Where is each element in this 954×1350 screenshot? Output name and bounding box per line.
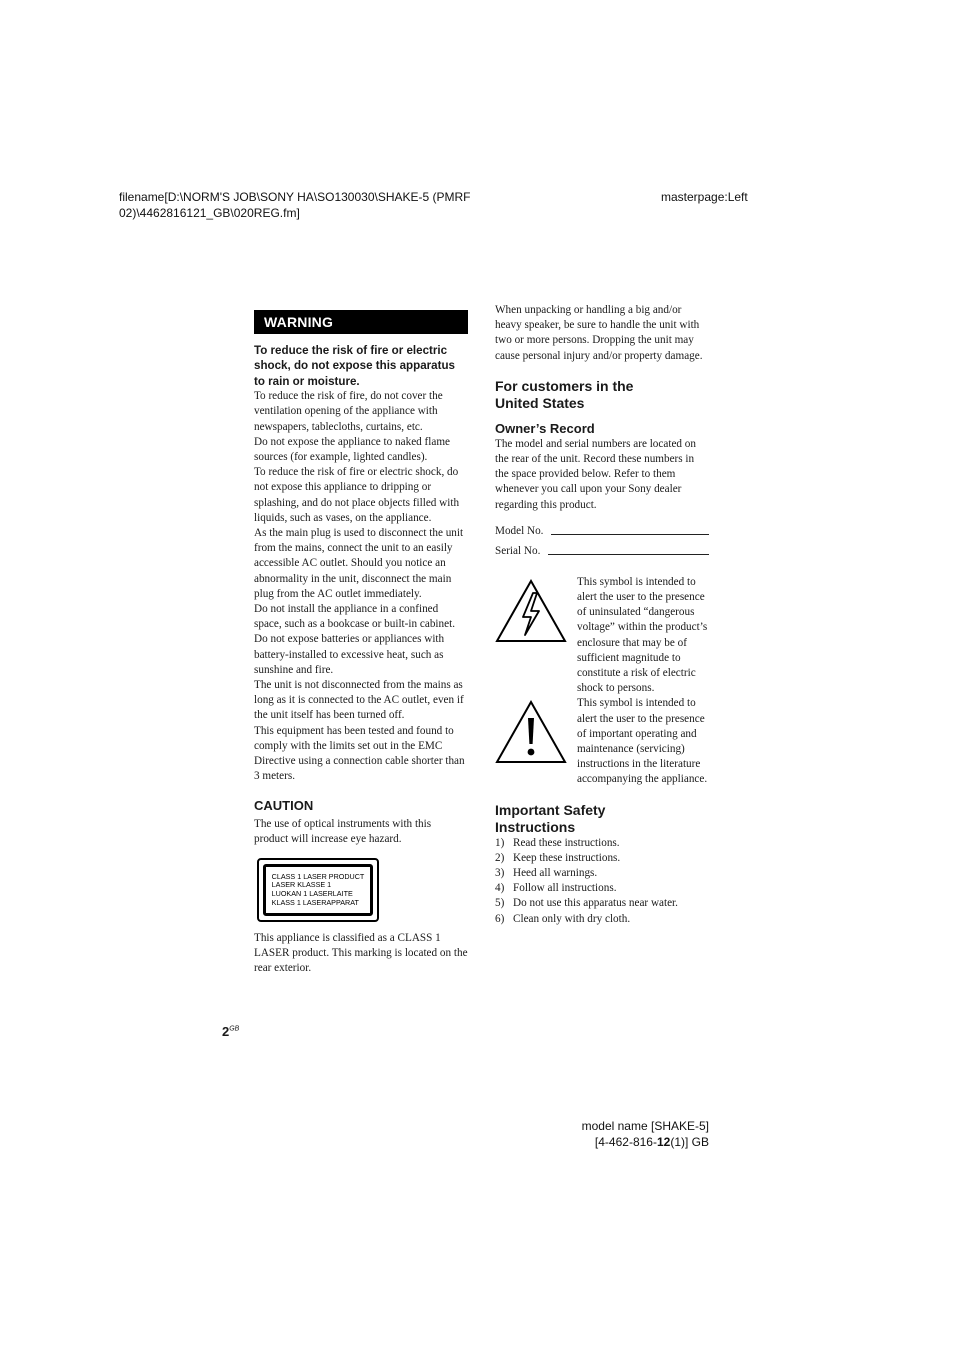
- page-number: $2^{GB}$: [222, 1024, 240, 1039]
- footer-model: [520, 1118, 709, 1150]
- page-number-suffix: GB: [229, 1025, 240, 1033]
- warning-paragraph: Do not expose the appliance to naked flame sources (for example, lighted candles).: [254, 435, 451, 464]
- header-filename: [119, 189, 471, 221]
- laser-class-text: This appliance is classified as a CLASS 1 LASER product. This marking is located on the rear exterior.: [254, 931, 468, 975]
- warning-paragraph: To reduce the risk of fire, do not cover the ventilation opening of the appliance with newspapers, tablecloths, curtains, etc.: [254, 390, 443, 433]
- serial-number-line: [548, 554, 709, 555]
- exclamation-symbol-text: This symbol is intended to alert the user to the presence of important operating and maintenance (servicing) instructions in the literature accompanying the appliance.: [577, 697, 708, 786]
- warning-heading: WARNING: [254, 310, 468, 334]
- model-number-field[interactable]: [495, 519, 709, 539]
- warning-lead: To reduce the risk of fire or electric shock, do not expose this apparatus to rain or moisture.: [254, 344, 455, 388]
- filename-line-1: filename[D:\NORM'S JOB\SONY HA\SO130030\SHAKE-5 (PMRF: [119, 190, 471, 204]
- laser-label-line: LASER KLASSE 1: [271, 880, 332, 890]
- list-item: 4) Follow all instructions.: [495, 882, 617, 895]
- filename-line-2: 02)\4462816121_GB\020REG.fm]: [119, 206, 300, 220]
- safety-list: [495, 836, 709, 927]
- speaker-note: When unpacking or handling a big and/or heavy speaker, be sure to handle the unit with two or more persons. Dropping the unit may cause personal injury and/or property damage.: [495, 304, 703, 362]
- warning-paragraph: This equipment has been tested and found to comply with the limits set out in the EMC Directive using a connection cable shorter than 3 meters.: [254, 724, 465, 783]
- caution-text: The use of optical instruments with this product will increase eye hazard.: [254, 817, 432, 845]
- owners-record-heading: Owner’s Record: [495, 420, 595, 436]
- laser-label-line: LUOKAN 1 LASERLAITE: [271, 888, 353, 898]
- warning-paragraph: Do not expose batteries or appliances with battery-installed to excessive heat, such as sunshine and fire.: [254, 633, 445, 676]
- laser-label-text: [272, 873, 365, 907]
- list-item: 2) Keep these instructions.: [495, 851, 621, 864]
- model-number-label: Model No.: [495, 524, 544, 537]
- us-customers-heading: For customers in the United States: [495, 377, 634, 411]
- right-column: [495, 303, 709, 927]
- warning-paragraph: To reduce the risk of fire or electric shock, do not expose this appliance to dripping or splashing, and do not place objects filled with liquids, such as vases, on the appliance.: [254, 466, 460, 524]
- header-masterpage: masterpage:Left: [661, 190, 748, 204]
- caution-heading: CAUTION: [254, 797, 314, 813]
- exclamation-warning-icon: [495, 696, 577, 787]
- model-number-line: [551, 534, 709, 535]
- laser-label-line: KLASS 1 LASERAPPARAT: [271, 897, 359, 907]
- laser-label-line: CLASS 1 LASER PRODUCT: [271, 871, 365, 881]
- warning-paragraph: The unit is not disconnected from the mains as long as it is connected to the AC outlet, even if the unit itself has been turned off.: [254, 679, 464, 722]
- exclamation-symbol-block: [495, 696, 709, 787]
- serial-number-field[interactable]: [495, 539, 709, 559]
- voltage-symbol-block: [495, 575, 709, 697]
- voltage-symbol-text: This symbol is intended to alert the user to the presence of uninsulated “dangerous voltage” within the product’s enclosure that may be of sufficient magnitude to constitute a risk of electric shock to persons.: [577, 575, 708, 695]
- laser-label: [257, 858, 379, 922]
- footer-code: [4-462-816-12(1)] GB: [594, 1135, 709, 1149]
- left-column: [254, 310, 468, 977]
- warning-paragraph: As the main plug is used to disconnect the unit from the mains, connect the unit to an easily accessible AC outlet. Should you notice an abnormality in the unit, disconnect the main plug from the AC outlet immediately.: [254, 527, 464, 600]
- laser-label-inner: [263, 864, 373, 916]
- list-item: 3) Heed all warnings.: [495, 867, 598, 880]
- list-item: 1) Read these instructions.: [495, 836, 620, 849]
- serial-number-label: Serial No.: [495, 544, 541, 557]
- list-item: 6) Clean only with dry cloth.: [495, 912, 631, 925]
- list-item: 5) Do not use this apparatus near water.: [495, 897, 678, 910]
- lightning-warning-icon: [495, 575, 577, 697]
- safety-heading: Important Safety Instructions: [495, 801, 606, 835]
- warning-paragraph: Do not install the appliance in a confined space, such as a bookcase or built-in cabinet.: [254, 603, 455, 631]
- owners-record-text: The model and serial numbers are located on the rear of the unit. Record these numbers in the space provided below. Refer to them whenever you call upon your Sony dealer regarding this product.: [495, 437, 696, 511]
- footer-model-name: model name [SHAKE-5]: [581, 1119, 709, 1133]
